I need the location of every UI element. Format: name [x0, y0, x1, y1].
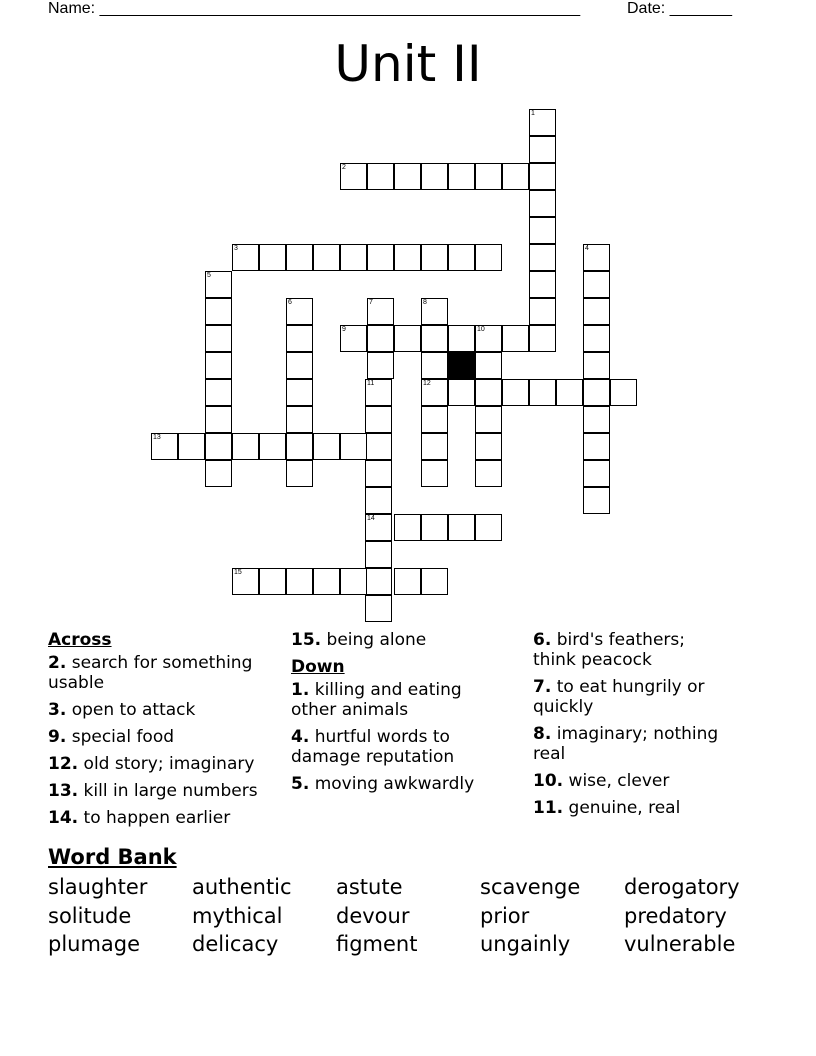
clue-number: 6 — [288, 299, 292, 306]
crossword-cell[interactable] — [448, 244, 475, 271]
crossword-cell[interactable] — [556, 379, 583, 406]
crossword-cell[interactable] — [340, 433, 367, 460]
clue-number: 14 — [367, 515, 375, 522]
crossword-cell[interactable] — [583, 460, 610, 487]
crossword-cell[interactable] — [421, 163, 448, 190]
clue-down-4: 4. hurtful words to damage reputation — [291, 727, 455, 767]
clue-down-11: 11. genuine, real — [533, 798, 681, 818]
across-heading: Across — [48, 630, 112, 650]
crossword-cell[interactable] — [365, 487, 392, 514]
clue-across-13: 13. kill in large numbers — [48, 781, 258, 801]
crossword-cell[interactable] — [367, 163, 394, 190]
clue-number: 11 — [367, 380, 375, 387]
clue-number: 8 — [423, 299, 427, 306]
crossword-cell[interactable] — [475, 352, 502, 379]
clue-down-5: 5. moving awkwardly — [291, 774, 475, 794]
crossword-cell[interactable] — [475, 406, 502, 433]
crossword-cell[interactable] — [365, 460, 392, 487]
crossword-cell[interactable] — [367, 325, 394, 352]
word-bank-item: ungainly — [480, 932, 571, 956]
page-title: Unit II — [334, 35, 482, 93]
clue-across-15: 15. being alone — [291, 630, 427, 650]
crossword-cell[interactable] — [232, 244, 259, 271]
clue-number: 12 — [423, 380, 431, 387]
crossword-cell[interactable] — [583, 487, 610, 514]
word-bank-item: plumage — [48, 932, 141, 956]
crossword-cell[interactable] — [583, 433, 610, 460]
clue-across-9: 9. special food — [48, 727, 175, 747]
crossword-cell[interactable] — [421, 352, 448, 379]
crossword-cell[interactable] — [475, 244, 502, 271]
crossword-cell[interactable] — [502, 325, 529, 352]
crossword-cell[interactable] — [394, 163, 421, 190]
crossword-cell[interactable] — [583, 298, 610, 325]
clue-down-10: 10. wise, clever — [533, 771, 670, 791]
crossword-cell[interactable] — [583, 244, 610, 271]
crossword-cell[interactable] — [421, 298, 448, 325]
black-square — [448, 352, 475, 379]
clue-number: 9 — [342, 326, 346, 333]
clues-column-2 — [291, 630, 491, 801]
crossword-cell[interactable] — [232, 568, 259, 595]
clue-down-6: 6. bird's feathers; think peacock — [533, 630, 685, 670]
word-bank-item: predatory — [624, 904, 727, 928]
crossword-cell[interactable] — [394, 325, 421, 352]
clue-down-1: 1. killing and eating other animals — [291, 680, 462, 720]
crossword-cell[interactable] — [286, 352, 313, 379]
crossword-cell[interactable] — [286, 379, 313, 406]
crossword-cell[interactable] — [367, 352, 394, 379]
crossword-cell[interactable] — [529, 325, 556, 352]
crossword-cell[interactable] — [421, 379, 448, 406]
crossword-cell[interactable] — [367, 298, 394, 325]
word-bank-item: authentic — [192, 875, 292, 899]
crossword-cell[interactable] — [365, 379, 392, 406]
word-bank-item: vulnerable — [624, 932, 736, 956]
crossword-cell[interactable] — [448, 379, 475, 406]
crossword-cell[interactable] — [365, 568, 392, 595]
crossword-cell[interactable] — [340, 568, 367, 595]
clue-across-2: 2. search for something usable — [48, 653, 253, 693]
crossword-cell[interactable] — [286, 568, 313, 595]
crossword-cell[interactable] — [529, 163, 556, 190]
crossword-cell[interactable] — [421, 460, 448, 487]
crossword-cell[interactable] — [529, 109, 556, 136]
down-heading: Down — [291, 657, 345, 677]
word-bank-item: slaughter — [48, 875, 148, 899]
crossword-cell[interactable] — [365, 406, 392, 433]
crossword-cell[interactable] — [475, 163, 502, 190]
crossword-cell[interactable] — [583, 406, 610, 433]
clue-down-8: 8. imaginary; nothing real — [533, 724, 719, 764]
crossword-cell[interactable] — [421, 568, 448, 595]
crossword-cell[interactable] — [475, 460, 502, 487]
clue-across-3: 3. open to attack — [48, 700, 196, 720]
crossword-cell[interactable] — [529, 379, 556, 406]
crossword-cell[interactable] — [529, 190, 556, 217]
crossword-cell[interactable] — [365, 595, 392, 622]
crossword-cell[interactable] — [421, 244, 448, 271]
crossword-cell[interactable] — [340, 244, 367, 271]
crossword-cell[interactable] — [421, 514, 448, 541]
crossword-cell[interactable] — [475, 514, 502, 541]
word-bank-item: delicacy — [192, 932, 279, 956]
crossword-cell[interactable] — [205, 352, 232, 379]
crossword-cell[interactable] — [178, 433, 205, 460]
crossword-cell[interactable] — [286, 406, 313, 433]
word-bank-item: figment — [336, 932, 418, 956]
clue-down-7: 7. to eat hungrily or quickly — [533, 677, 705, 717]
crossword-cell[interactable] — [529, 136, 556, 163]
crossword-cell[interactable] — [286, 244, 313, 271]
word-bank-item: scavenge — [480, 875, 581, 899]
clue-number: 1 — [531, 110, 535, 117]
word-bank-item: devour — [336, 904, 410, 928]
crossword-cell[interactable] — [365, 514, 392, 541]
crossword-cell[interactable] — [421, 406, 448, 433]
crossword-cell[interactable] — [286, 298, 313, 325]
crossword-cell[interactable] — [286, 325, 313, 352]
crossword-cell[interactable] — [340, 325, 367, 352]
crossword-cell[interactable] — [502, 379, 529, 406]
crossword-cell[interactable] — [365, 541, 392, 568]
crossword-cell[interactable] — [313, 244, 340, 271]
crossword-cell[interactable] — [313, 433, 340, 460]
word-bank-item: mythical — [192, 904, 283, 928]
clue-across-12: 12. old story; imaginary — [48, 754, 255, 774]
crossword-cell[interactable] — [475, 325, 502, 352]
crossword-cell[interactable] — [205, 379, 232, 406]
word-bank-item: solitude — [48, 904, 132, 928]
crossword-cell[interactable] — [610, 379, 637, 406]
crossword-cell[interactable] — [205, 433, 232, 460]
crossword-cell[interactable] — [286, 460, 313, 487]
clue-across-14: 14. to happen earlier — [48, 808, 231, 828]
crossword-cell[interactable] — [475, 433, 502, 460]
crossword-cell[interactable] — [529, 217, 556, 244]
crossword-cell[interactable] — [259, 568, 286, 595]
crossword-cell[interactable] — [421, 433, 448, 460]
crossword-cell[interactable] — [205, 460, 232, 487]
word-bank-item: astute — [336, 875, 403, 899]
clue-number: 3 — [234, 245, 238, 252]
clue-number: 5 — [207, 272, 211, 279]
clue-number: 10 — [477, 326, 485, 333]
date-field-label: Date: _______ — [627, 0, 732, 17]
clues-column-1 — [48, 630, 283, 835]
word-bank-item: prior — [480, 904, 530, 928]
crossword-cell[interactable] — [151, 433, 178, 460]
crossword-cell[interactable] — [529, 244, 556, 271]
word-bank-item: derogatory — [624, 875, 740, 899]
crossword-cell[interactable] — [313, 568, 340, 595]
name-field-label: Name: ______________________________________________________ — [48, 0, 581, 17]
crossword-cell[interactable] — [394, 244, 421, 271]
crossword-cell[interactable] — [583, 379, 610, 406]
crossword-cell[interactable] — [583, 325, 610, 352]
clue-number: 7 — [369, 299, 373, 306]
crossword-cell[interactable] — [529, 298, 556, 325]
crossword-cell[interactable] — [205, 271, 232, 298]
crossword-cell[interactable] — [259, 433, 286, 460]
crossword-cell[interactable] — [205, 298, 232, 325]
crossword-cell[interactable] — [286, 433, 313, 460]
crossword-cell[interactable] — [448, 325, 475, 352]
crossword-cell[interactable] — [394, 568, 421, 595]
crossword-cell[interactable] — [583, 352, 610, 379]
crossword-cell[interactable] — [475, 379, 502, 406]
clues-column-3 — [533, 630, 733, 825]
crossword-cell[interactable] — [232, 433, 259, 460]
crossword-cell[interactable] — [583, 271, 610, 298]
clue-number: 13 — [153, 434, 161, 441]
crossword-cell[interactable] — [448, 514, 475, 541]
crossword-cell[interactable] — [365, 433, 392, 460]
clue-number: 2 — [342, 164, 346, 171]
crossword-cell[interactable] — [502, 163, 529, 190]
crossword-cell[interactable] — [205, 325, 232, 352]
clue-number: 15 — [234, 569, 242, 576]
crossword-cell[interactable] — [340, 163, 367, 190]
crossword-cell[interactable] — [421, 325, 448, 352]
crossword-cell[interactable] — [367, 244, 394, 271]
crossword-cell[interactable] — [448, 163, 475, 190]
word-bank-title: Word Bank — [48, 845, 177, 869]
crossword-cell[interactable] — [529, 271, 556, 298]
crossword-cell[interactable] — [394, 514, 421, 541]
crossword-cell[interactable] — [205, 406, 232, 433]
crossword-cell[interactable] — [259, 244, 286, 271]
clue-number: 4 — [585, 245, 589, 252]
